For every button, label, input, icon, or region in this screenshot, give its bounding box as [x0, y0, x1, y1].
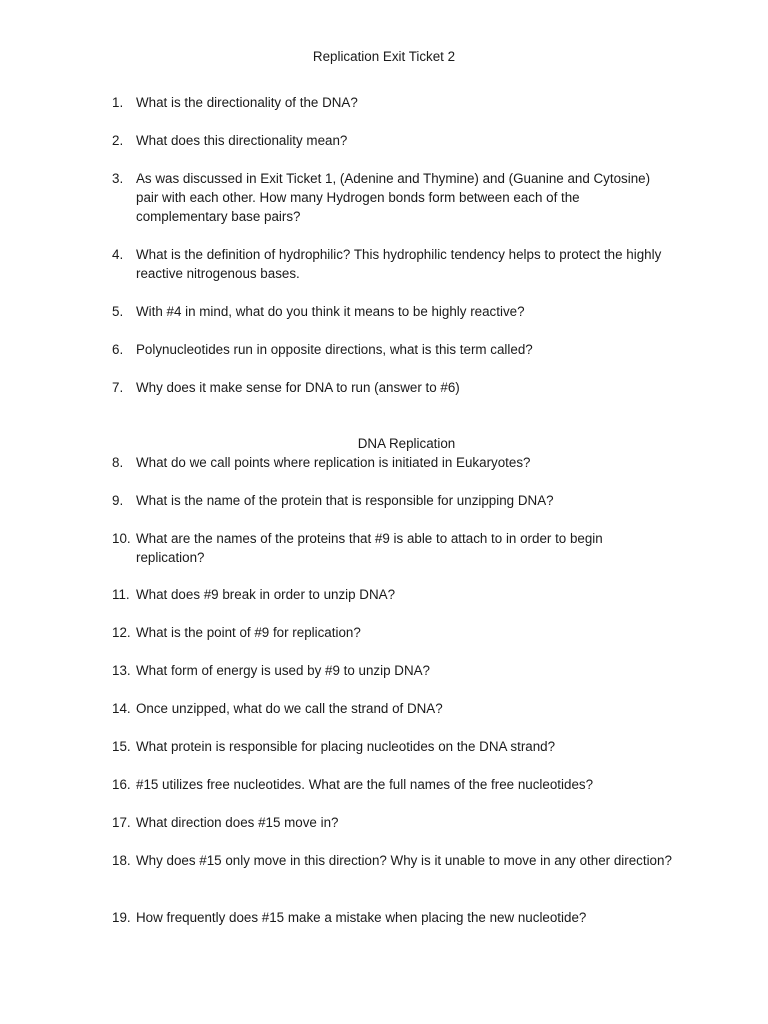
question-item: [112, 378, 672, 397]
question-number: 9.: [112, 493, 124, 508]
question-number: 14.: [112, 701, 131, 716]
question-item: [112, 661, 672, 680]
question-item: [112, 737, 672, 756]
question-number: 16.: [112, 777, 131, 792]
question-number: 17.: [112, 815, 131, 830]
question-text: What are the names of the proteins that #9 is able to attach to in order to begin replication?: [136, 531, 603, 565]
question-number: 8.: [112, 455, 124, 470]
question-item: [112, 340, 672, 359]
question-number: 12.: [112, 625, 131, 640]
question-number: 11.: [112, 587, 130, 602]
question-number: 18.: [112, 853, 131, 868]
question-item: [112, 851, 672, 870]
question-item: [112, 453, 672, 472]
question-text: What does #9 break in order to unzip DNA?: [136, 587, 396, 602]
section-heading: DNA Replication: [357, 436, 456, 451]
question-text: What is the name of the protein that is responsible for unzipping DNA?: [136, 493, 554, 508]
question-number: 13.: [112, 663, 131, 678]
question-item: [112, 491, 672, 510]
question-number: 6.: [112, 342, 124, 357]
question-number: 10.: [112, 531, 131, 546]
question-item: [112, 245, 672, 283]
question-text: What is the directionality of the DNA?: [136, 95, 358, 110]
question-text: What direction does #15 move in?: [136, 815, 339, 830]
question-text: Why does #15 only move in this direction? Why is it unable to move in any other direction?: [136, 853, 672, 868]
question-item: [112, 169, 672, 226]
question-item: [112, 699, 672, 718]
question-number: 3.: [112, 171, 124, 186]
question-text: As was discussed in Exit Ticket 1, (Adenine and Thymine) and (Guanine and Cytosine) pair with each other. How many Hydrogen bonds form between each of the complementary base pairs?: [136, 171, 651, 224]
question-item: [112, 585, 672, 604]
question-text: Polynucleotides run in opposite directions, what is this term called?: [136, 342, 533, 357]
question-item: [112, 131, 672, 150]
question-text: Why does it make sense for DNA to run (answer to #6): [136, 380, 460, 395]
question-item: [112, 775, 672, 794]
question-item: [112, 813, 672, 832]
question-text: What is the definition of hydrophilic? This hydrophilic tendency helps to protect the highly reactive nitrogenous bases.: [136, 247, 662, 281]
question-text: #15 utilizes free nucleotides. What are the full names of the free nucleotides?: [136, 777, 594, 792]
question-text: What form of energy is used by #9 to unzip DNA?: [136, 663, 430, 678]
question-text: What does this directionality mean?: [136, 133, 348, 148]
question-item: [112, 302, 672, 321]
question-item: [112, 529, 672, 567]
question-text: What protein is responsible for placing nucleotides on the DNA strand?: [136, 739, 556, 754]
question-text: How frequently does #15 make a mistake when placing the new nucleotide?: [136, 910, 587, 925]
question-item: [112, 93, 672, 112]
question-text: What is the point of #9 for replication?: [136, 625, 361, 640]
question-number: 2.: [112, 133, 124, 148]
question-item: [112, 908, 672, 927]
question-number: 5.: [112, 304, 124, 319]
question-number: 7.: [112, 380, 124, 395]
question-text: What do we call points where replication is initiated in Eukaryotes?: [136, 455, 531, 470]
question-text: Once unzipped, what do we call the strand of DNA?: [136, 701, 443, 716]
question-number: 1.: [112, 95, 124, 110]
question-number: 15.: [112, 739, 131, 754]
question-text: With #4 in mind, what do you think it means to be highly reactive?: [136, 304, 525, 319]
question-number: 19.: [112, 910, 131, 925]
document-title: Replication Exit Ticket 2: [312, 49, 456, 64]
question-item: [112, 623, 672, 642]
question-number: 4.: [112, 247, 124, 262]
